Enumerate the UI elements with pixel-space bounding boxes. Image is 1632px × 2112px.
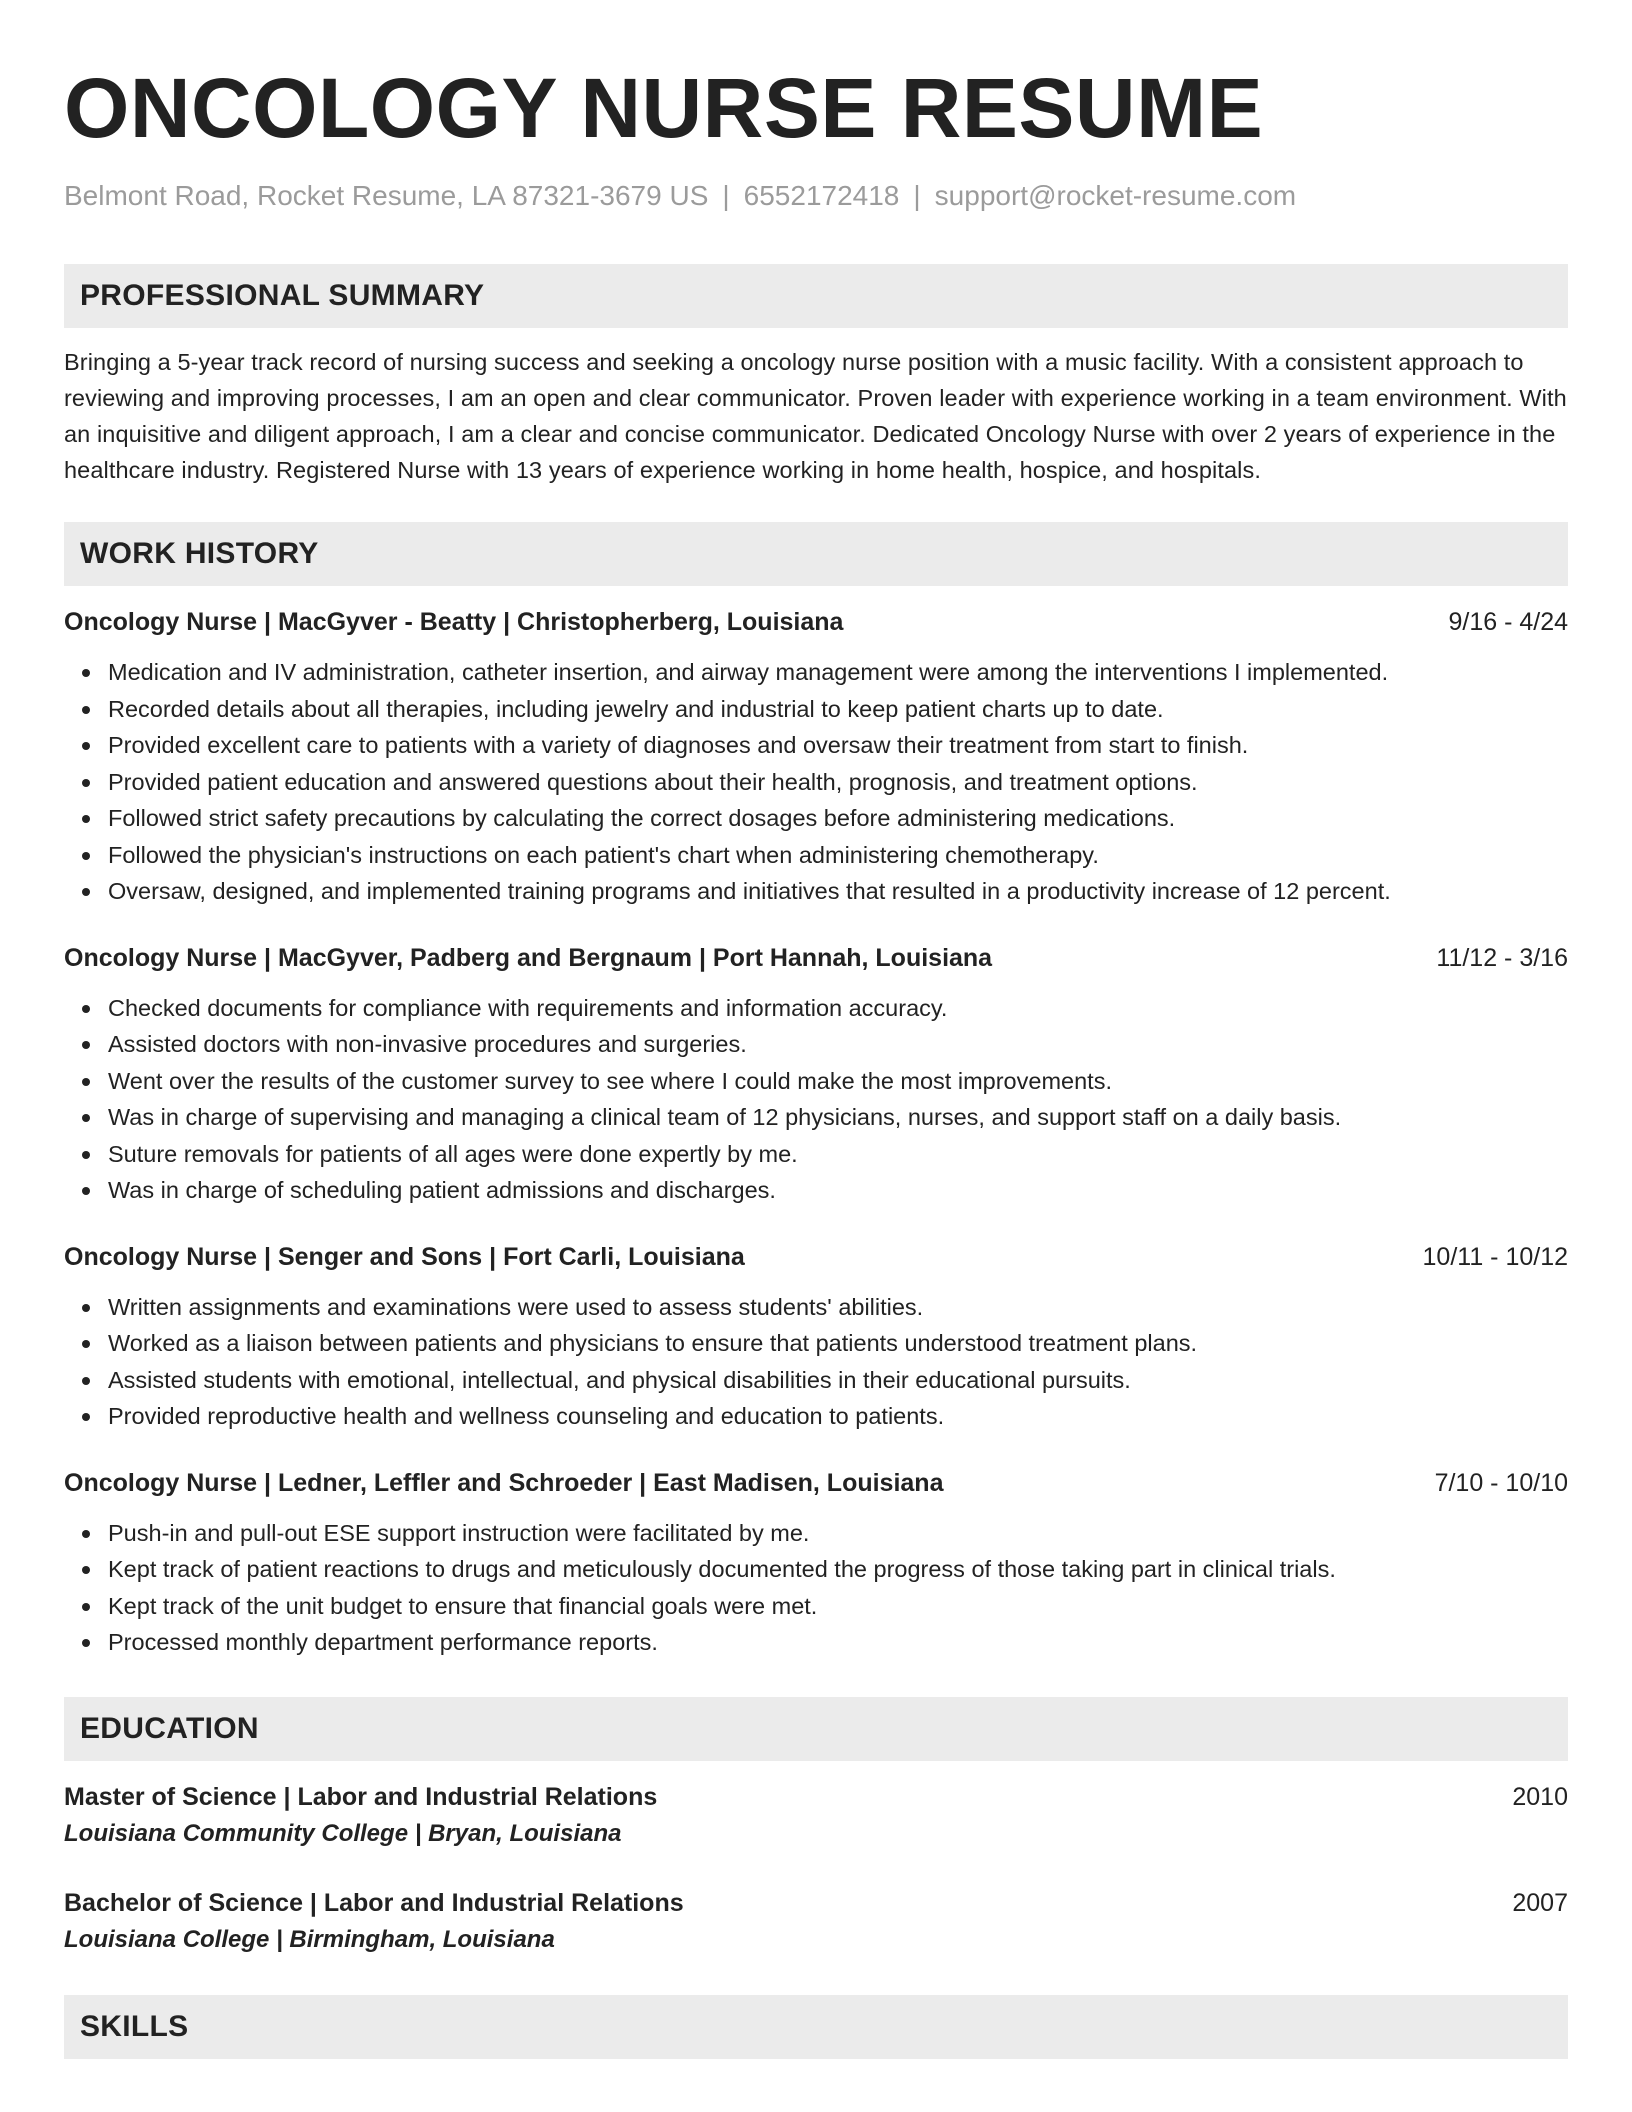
job-bullet bbox=[64, 873, 1568, 910]
bullet-dot-icon bbox=[82, 1151, 90, 1159]
bullet-dot-icon bbox=[82, 815, 90, 823]
bullet-dot-icon bbox=[82, 1530, 90, 1538]
job-bullet bbox=[64, 1289, 1568, 1326]
job-bullet bbox=[64, 727, 1568, 764]
education-section-header: EDUCATION bbox=[64, 1697, 1568, 1761]
job-bullet-text: Was in charge of supervising and managing a clinical team of 12 physicians, nurses, and support staff on a daily basis. bbox=[108, 1104, 1342, 1130]
job-bullet-text: Followed the physician's instructions on each patient's chart when administering chemotherapy. bbox=[108, 841, 1099, 868]
job-entry bbox=[64, 940, 1568, 1209]
education-header bbox=[64, 1779, 1568, 1815]
job-bullet bbox=[64, 691, 1568, 728]
bullet-dot-icon bbox=[82, 779, 90, 787]
job-bullet bbox=[64, 764, 1568, 801]
job-bullet-list bbox=[64, 990, 1568, 1209]
resume-title: ONCOLOGY NURSE RESUME bbox=[64, 61, 1264, 155]
education-entry bbox=[64, 1885, 1568, 1959]
job-bullet-list bbox=[64, 654, 1568, 910]
job-bullet bbox=[64, 1325, 1568, 1362]
bullet-dot-icon bbox=[82, 669, 90, 677]
job-bullet-text: Oversaw, designed, and implemented training programs and initiatives that resulted in a productivity increase of 12 percent. bbox=[108, 878, 1391, 904]
job-bullet-text: Assisted students with emotional, intellectual, and physical disabilities in their educational pursuits. bbox=[108, 1366, 1131, 1393]
job-bullet-text: Checked documents for compliance with requirements and information accuracy. bbox=[108, 994, 948, 1021]
education-header bbox=[64, 1885, 1568, 1921]
job-bullet bbox=[64, 1172, 1568, 1209]
job-bullet-text: Processed monthly department performance reports. bbox=[108, 1629, 658, 1655]
summary-text: Bringing a 5-year track record of nursing success and seeking a oncology nurse position with a music facility. With a consistent approach to reviewing and improving processes, I am an open and clear communicator. Proven leader with experience working in a team environment. With an inquisitive and diligent approach, I am a clear and concise communicator. Dedicated Oncology Nurse with over 2 years of experience in the healthcare industry. Registered Nurse with 13 years of experience working in home health, hospice, and hospitals. bbox=[64, 349, 1567, 483]
job-bullet bbox=[64, 1398, 1568, 1435]
job-bullet bbox=[64, 654, 1568, 691]
bullet-dot-icon bbox=[82, 1114, 90, 1122]
job-bullet-text: Provided patient education and answered questions about their health, prognosis, and treatment options. bbox=[108, 768, 1198, 795]
bullet-dot-icon bbox=[82, 1304, 90, 1312]
job-dates: 10/11 - 10/12 bbox=[1422, 1242, 1568, 1271]
education-school: Louisiana College | Birmingham, Louisiana bbox=[64, 1925, 555, 1953]
education-school: Louisiana Community College | Bryan, Louisiana bbox=[64, 1819, 622, 1847]
job-bullet-text: Kept track of the unit budget to ensure that financial goals were met. bbox=[108, 1592, 818, 1619]
job-bullet-list bbox=[64, 1515, 1568, 1661]
job-title: Oncology Nurse | MacGyver - Beatty | Christopherberg, Louisiana bbox=[64, 608, 844, 636]
job-bullet-text: Was in charge of scheduling patient admissions and discharges. bbox=[108, 1177, 776, 1203]
job-bullet-text: Kept track of patient reactions to drugs and meticulously documented the progress of those taking part in clinical trials. bbox=[108, 1556, 1336, 1582]
education-year: 2010 bbox=[1512, 1782, 1568, 1811]
education-degree: Master of Science | Labor and Industrial Relations bbox=[64, 1782, 658, 1811]
job-bullet bbox=[64, 1099, 1568, 1136]
job-bullet-text: Provided reproductive health and wellness counseling and education to patients. bbox=[108, 1403, 945, 1429]
job-bullet bbox=[64, 1624, 1568, 1661]
bullet-dot-icon bbox=[82, 706, 90, 714]
skills-section-header: SKILLS bbox=[64, 1995, 1568, 2059]
bullet-dot-icon bbox=[82, 1413, 90, 1421]
job-bullet bbox=[64, 990, 1568, 1027]
contact-separator: | bbox=[722, 180, 730, 211]
job-title: Oncology Nurse | Senger and Sons | Fort Carli, Louisiana bbox=[64, 1242, 745, 1271]
education-entry bbox=[64, 1779, 1568, 1853]
education-degree: Bachelor of Science | Labor and Industrial Relations bbox=[64, 1888, 684, 1917]
work-history-section-header: WORK HISTORY bbox=[64, 522, 1568, 586]
contact-separator: | bbox=[913, 180, 921, 211]
bullet-dot-icon bbox=[82, 1340, 90, 1348]
job-bullet-text: Provided excellent care to patients with a variety of diagnoses and oversaw their treatment from start to finish. bbox=[108, 732, 1249, 758]
job-title: Oncology Nurse | Ledner, Leffler and Schroeder | East Madisen, Louisiana bbox=[64, 1468, 944, 1497]
summary-section-header: PROFESSIONAL SUMMARY bbox=[64, 264, 1568, 328]
job-bullet-text: Went over the results of the customer survey to see where I could make the most improvements. bbox=[108, 1067, 1112, 1094]
contact-line bbox=[64, 178, 1568, 214]
job-bullet-text: Worked as a liaison between patients and physicians to ensure that patients understood treatment plans. bbox=[108, 1330, 1198, 1356]
education-year: 2007 bbox=[1512, 1888, 1568, 1917]
job-bullet bbox=[64, 800, 1568, 837]
job-bullet-text: Written assignments and examinations were used to assess students' abilities. bbox=[108, 1293, 924, 1320]
job-entry bbox=[64, 604, 1568, 910]
job-bullet bbox=[64, 837, 1568, 874]
job-bullet bbox=[64, 1551, 1568, 1588]
bullet-dot-icon bbox=[82, 1566, 90, 1574]
job-entry bbox=[64, 1465, 1568, 1661]
job-bullet bbox=[64, 1063, 1568, 1100]
job-bullet bbox=[64, 1026, 1568, 1063]
job-bullet-text: Assisted doctors with non-invasive procedures and surgeries. bbox=[108, 1031, 747, 1057]
bullet-dot-icon bbox=[82, 1639, 90, 1647]
contact-phone: 6552172418 bbox=[743, 180, 900, 211]
job-header bbox=[64, 940, 1568, 976]
job-dates: 9/16 - 4/24 bbox=[1448, 608, 1568, 636]
bullet-dot-icon bbox=[82, 1041, 90, 1049]
job-bullet bbox=[64, 1515, 1568, 1552]
job-bullet-text: Push-in and pull-out ESE support instruction were facilitated by me. bbox=[108, 1519, 810, 1546]
bullet-dot-icon bbox=[82, 1078, 90, 1086]
job-title: Oncology Nurse | MacGyver, Padberg and Bergnaum | Port Hannah, Louisiana bbox=[64, 943, 993, 972]
contact-email: support@rocket-resume.com bbox=[934, 180, 1297, 211]
job-bullet-text: Suture removals for patients of all ages were done expertly by me. bbox=[108, 1140, 798, 1167]
bullet-dot-icon bbox=[82, 1187, 90, 1195]
job-bullet bbox=[64, 1588, 1568, 1625]
job-header bbox=[64, 604, 1568, 640]
job-header bbox=[64, 1465, 1568, 1501]
job-dates: 7/10 - 10/10 bbox=[1434, 1468, 1568, 1497]
job-bullet bbox=[64, 1362, 1568, 1399]
job-bullet-text: Followed strict safety precautions by calculating the correct dosages before administering medications. bbox=[108, 805, 1176, 831]
bullet-dot-icon bbox=[82, 1005, 90, 1013]
job-dates: 11/12 - 3/16 bbox=[1436, 943, 1568, 972]
job-bullet-list bbox=[64, 1289, 1568, 1435]
bullet-dot-icon bbox=[82, 742, 90, 750]
job-bullet bbox=[64, 1136, 1568, 1173]
bullet-dot-icon bbox=[82, 888, 90, 896]
bullet-dot-icon bbox=[82, 1603, 90, 1611]
job-bullet-text: Recorded details about all therapies, including jewelry and industrial to keep patient charts up to date. bbox=[108, 695, 1164, 722]
job-header bbox=[64, 1239, 1568, 1275]
bullet-dot-icon bbox=[82, 852, 90, 860]
bullet-dot-icon bbox=[82, 1377, 90, 1385]
contact-address: Belmont Road, Rocket Resume, LA 87321-3679 US bbox=[64, 180, 709, 211]
job-bullet-text: Medication and IV administration, catheter insertion, and airway management were among the interventions I implemented. bbox=[108, 659, 1389, 685]
job-entry bbox=[64, 1239, 1568, 1435]
